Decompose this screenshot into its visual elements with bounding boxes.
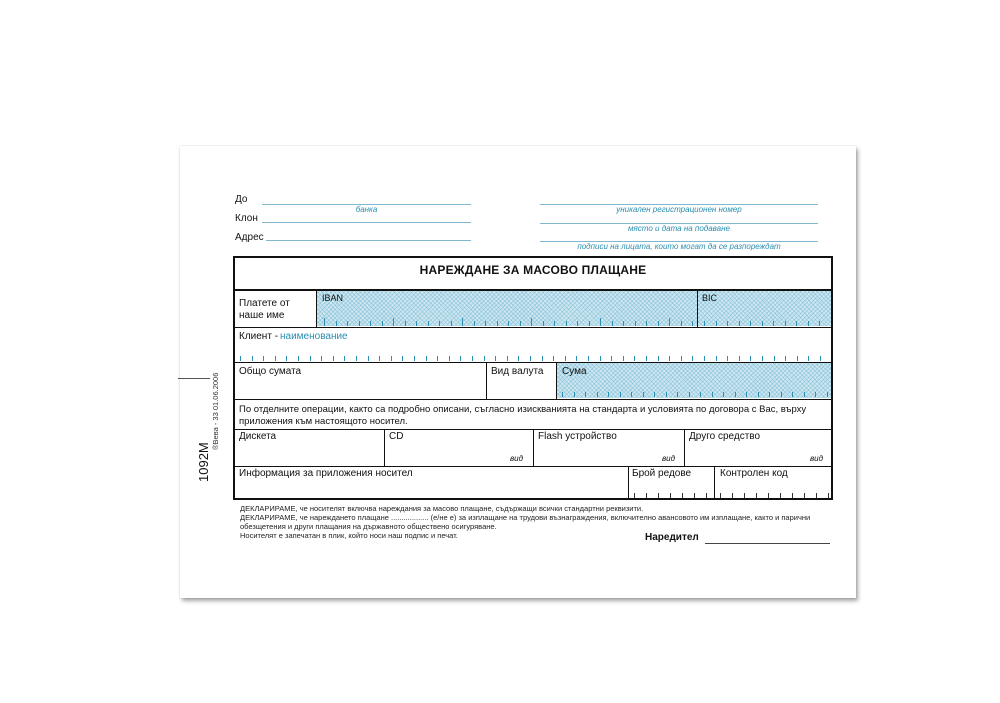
digit-tick [370, 321, 371, 326]
digit-tick [643, 392, 644, 397]
digit-tick [785, 321, 786, 326]
digit-tick [485, 321, 486, 326]
digit-tick [646, 356, 647, 361]
digit-tick [635, 321, 636, 326]
digit-tick [634, 493, 635, 498]
digit-tick [669, 318, 670, 326]
digit-tick [589, 321, 590, 326]
digit-tick [460, 356, 461, 361]
digit-tick [689, 392, 690, 397]
digit-tick [827, 392, 828, 397]
form-meta: ®Вева - 33 01.06.2006 [211, 372, 220, 450]
digit-tick [634, 356, 635, 361]
digit-tick [773, 321, 774, 326]
digit-tick [611, 356, 612, 361]
declaration-line-3: обезщетения и други плащания на държавното обществено осигуряване. [240, 522, 497, 531]
digit-tick [600, 356, 601, 361]
info-divider-1 [628, 466, 629, 499]
signer-line[interactable] [705, 543, 830, 544]
digit-tick [286, 356, 287, 361]
declaration-line-4: Носителят е запечатан в плик, който носи наш подпис и печат. [240, 531, 458, 540]
digit-tick [744, 493, 745, 498]
digit-tick [368, 356, 369, 361]
digit-tick [732, 493, 733, 498]
digit-tick [414, 356, 415, 361]
digit-tick [746, 392, 747, 397]
instructions-line-1: По отделните операции, както са подробно описани, съгласно изискванията на стандарта и условията по договора с Вас, върху [239, 404, 807, 415]
digit-tick [275, 356, 276, 361]
digit-tick [820, 356, 821, 361]
digit-tick [426, 356, 427, 361]
digit-tick [774, 356, 775, 361]
digit-tick [542, 356, 543, 361]
digit-tick [720, 493, 721, 498]
digit-tick [554, 321, 555, 326]
bank-hint: банка [355, 205, 378, 214]
digit-tick [704, 321, 705, 326]
digit-tick [608, 392, 609, 397]
digit-tick [472, 356, 473, 361]
digit-tick [393, 318, 394, 326]
place-date-hint: място и дата на подаване [628, 224, 730, 233]
digit-tick [437, 356, 438, 361]
digit-tick [359, 321, 360, 326]
digit-tick [484, 356, 485, 361]
digit-tick [677, 392, 678, 397]
digit-tick [562, 392, 563, 397]
media-divider-1 [384, 429, 385, 466]
digit-tick [252, 356, 253, 361]
digit-tick [670, 493, 671, 498]
digit-tick [263, 356, 264, 361]
media-flash-label: Flash устройство [538, 431, 617, 442]
digit-tick [577, 321, 578, 326]
branch-label: Клон [235, 213, 258, 224]
digit-tick [497, 321, 498, 326]
digit-tick [402, 356, 403, 361]
digit-tick [576, 356, 577, 361]
digit-tick [796, 321, 797, 326]
amount-label: Сума [562, 366, 587, 377]
digit-tick [739, 356, 740, 361]
digit-tick [712, 392, 713, 397]
digit-tick [474, 321, 475, 326]
digit-tick [508, 321, 509, 326]
digit-tick [750, 321, 751, 326]
media-other-unit: вид [810, 454, 824, 463]
digit-tick [620, 392, 621, 397]
digit-tick [565, 356, 566, 361]
digit-tick [804, 493, 805, 498]
instructions-line-2: приложения към настоящото носител. [239, 416, 408, 427]
total-divider [486, 362, 487, 399]
signer-label: Наредител [645, 532, 699, 543]
digit-tick [623, 321, 624, 326]
digit-tick [543, 321, 544, 326]
form-title: НАРЕЖДАНЕ ЗА МАСОВО ПЛАЩАНЕ [419, 263, 647, 277]
media-other-label: Друго средство [689, 431, 761, 442]
digit-tick [439, 321, 440, 326]
row-divider-media [233, 466, 833, 467]
digit-tick [735, 392, 736, 397]
digit-tick [681, 321, 682, 326]
payer-label-1: Платете от [239, 298, 290, 309]
media-floppy-label: Дискета [239, 431, 277, 442]
digit-tick [658, 321, 659, 326]
digit-tick [405, 321, 406, 326]
payer-label-2: наше име [239, 310, 285, 321]
control-code-label: Контролен код [720, 468, 788, 479]
digit-tick [804, 392, 805, 397]
digit-tick [815, 392, 816, 397]
media-divider-3 [684, 429, 685, 466]
signatures-hint: подписи на лицата, които могат да се разпореждат [577, 242, 781, 251]
digit-tick [310, 356, 311, 361]
digit-tick [646, 321, 647, 326]
digit-tick [356, 356, 357, 361]
total-label: Общо сумата [239, 366, 302, 377]
digit-tick [347, 321, 348, 326]
digit-tick [321, 356, 322, 361]
digit-tick [623, 356, 624, 361]
media-divider-2 [533, 429, 534, 466]
digit-tick [762, 356, 763, 361]
digit-tick [451, 321, 452, 326]
digit-tick [785, 356, 786, 361]
digit-tick [723, 392, 724, 397]
digit-tick [700, 392, 701, 397]
digit-tick [631, 392, 632, 397]
client-label: Клиент - [239, 331, 279, 342]
digit-tick [819, 321, 820, 326]
digit-tick [666, 392, 667, 397]
digit-tick [716, 321, 717, 326]
form-code: 1092M [196, 442, 211, 482]
digit-tick [658, 493, 659, 498]
digit-tick [566, 321, 567, 326]
address-line[interactable] [266, 240, 471, 241]
digit-tick [692, 321, 693, 326]
declaration-line-2: ДЕКЛАРИРАМЕ, че нареждането плащане .................. (е/не е) за изплащане на трудови възнаграждения, включително авансовото им изплащане, както и парични [240, 513, 811, 522]
digit-tick [792, 392, 793, 397]
digit-tick [344, 356, 345, 361]
digit-tick [428, 321, 429, 326]
digit-tick [612, 321, 613, 326]
currency-label: Вид валута [491, 366, 544, 377]
digit-tick [769, 392, 770, 397]
digit-tick [704, 356, 705, 361]
digit-tick [597, 392, 598, 397]
digit-tick [682, 493, 683, 498]
digit-tick [379, 356, 380, 361]
digit-tick [758, 392, 759, 397]
bic-field[interactable] [698, 291, 831, 326]
media-cd-label: CD [389, 431, 404, 442]
media-cd-unit: вид [510, 454, 524, 463]
digit-tick [692, 356, 693, 361]
digit-tick [816, 493, 817, 498]
digit-tick [739, 321, 740, 326]
digit-tick [462, 318, 463, 326]
branch-line[interactable] [262, 222, 471, 223]
digit-tick [324, 318, 325, 326]
digit-tick [694, 493, 695, 498]
media-info-label: Информация за приложения носител [239, 468, 413, 479]
digit-tick [600, 318, 601, 326]
digit-tick [706, 493, 707, 498]
digit-tick [808, 321, 809, 326]
margin-line [178, 378, 210, 379]
digit-tick [391, 356, 392, 361]
digit-tick [449, 356, 450, 361]
media-flash-unit: вид [662, 454, 676, 463]
digit-tick [654, 392, 655, 397]
rows-count-label: Брой редове [632, 468, 692, 479]
digit-tick [416, 321, 417, 326]
row-divider-total [233, 399, 833, 400]
digit-tick [588, 356, 589, 361]
digit-tick [240, 356, 241, 361]
digit-tick [382, 321, 383, 326]
digit-tick [768, 493, 769, 498]
digit-tick [828, 493, 829, 498]
iban-label: IBAN [322, 293, 344, 303]
digit-tick [646, 493, 647, 498]
digit-tick [531, 318, 532, 326]
amount-field[interactable] [557, 363, 831, 398]
digit-tick [298, 356, 299, 361]
digit-tick [518, 356, 519, 361]
address-label: Адрес [235, 232, 264, 243]
info-divider-2 [714, 466, 715, 499]
digit-tick [792, 493, 793, 498]
digit-tick [495, 356, 496, 361]
iban-field[interactable] [317, 291, 697, 326]
digit-tick [333, 356, 334, 361]
digit-tick [727, 321, 728, 326]
digit-tick [520, 321, 521, 326]
digit-tick [727, 356, 728, 361]
digit-tick [780, 493, 781, 498]
to-label: До [235, 194, 248, 205]
digit-tick [585, 392, 586, 397]
digit-tick [658, 356, 659, 361]
row-divider-payer [233, 327, 833, 328]
digit-tick [574, 392, 575, 397]
digit-tick [756, 493, 757, 498]
digit-tick [716, 356, 717, 361]
reg-number-hint: уникален регистрационен номер [616, 205, 742, 214]
bic-label: BIC [702, 293, 718, 303]
digit-tick [762, 321, 763, 326]
digit-tick [808, 356, 809, 361]
digit-tick [797, 356, 798, 361]
digit-tick [553, 356, 554, 361]
digit-tick [781, 392, 782, 397]
declaration-line-1: ДЕКЛАРИРАМЕ, че носителят включва нареждания за масово плащане, съдържащи всички стандартни реквизити. [240, 504, 644, 513]
digit-tick [336, 321, 337, 326]
client-hint: наименование [280, 331, 348, 342]
digit-tick [750, 356, 751, 361]
digit-tick [507, 356, 508, 361]
digit-tick [681, 356, 682, 361]
digit-tick [669, 356, 670, 361]
digit-tick [530, 356, 531, 361]
